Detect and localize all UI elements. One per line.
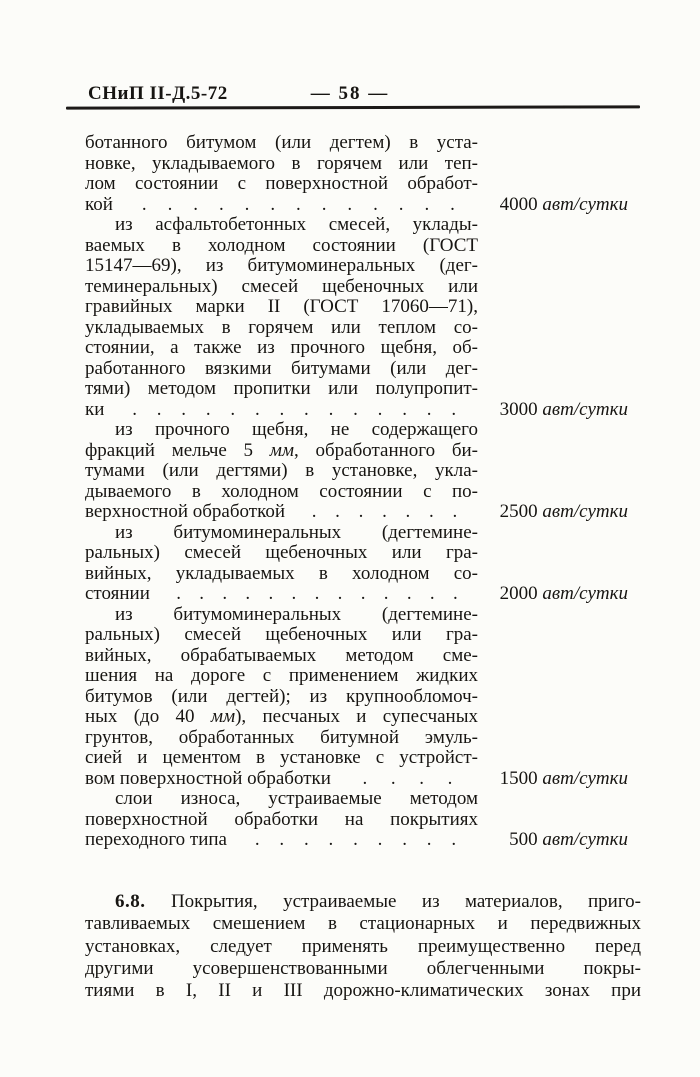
tariff-entry xyxy=(85,789,628,851)
paragraph-line: 6.8. Покрытия, устраиваемые из материалов, приго- xyxy=(115,891,641,912)
traffic-amount: 1500 xyxy=(499,767,538,789)
dot-leader xyxy=(150,584,478,605)
leader-dot: . xyxy=(279,398,285,420)
entry-line: теминеральных) смесей щебеночных или xyxy=(85,275,478,297)
entry-last-line xyxy=(85,769,478,790)
paragraph-line: тавливаемых смешением в стационарных и передвижных xyxy=(85,913,641,935)
dot-leader xyxy=(104,400,478,421)
traffic-unit: авт/сутки xyxy=(542,767,628,789)
tariff-entry xyxy=(85,215,628,420)
leader-dot: . xyxy=(398,193,404,215)
leader-dot: . xyxy=(132,398,137,420)
traffic-value xyxy=(500,400,628,421)
entry-line: ральных) смесей щебеночных или гра- xyxy=(85,542,478,563)
leader-dot: . xyxy=(360,583,366,604)
leader-dot: . xyxy=(245,583,251,604)
leader-dot: . xyxy=(353,829,358,850)
leader-dot: . xyxy=(377,829,383,850)
traffic-unit: авт/сутки xyxy=(542,398,628,420)
entry-last-line xyxy=(85,584,478,605)
leader-dot: . xyxy=(373,193,378,215)
entry-last-text: стоянии xyxy=(85,583,150,604)
entry-line: дываемого в холодном состоянии с по- xyxy=(85,480,478,502)
leader-dot: . xyxy=(291,583,297,604)
paragraph-line: другими усовершенствованными облегченными покры- xyxy=(85,957,641,979)
dot-leader xyxy=(285,502,478,523)
traffic-amount: 4000 xyxy=(499,193,538,215)
traffic-amount: 2000 xyxy=(499,583,538,604)
entry-line: из битумоминеральных (дегтемине- xyxy=(115,603,478,625)
traffic-intensity-list xyxy=(85,133,628,851)
traffic-unit: авт/сутки xyxy=(542,583,628,604)
entry-last-line xyxy=(85,400,478,421)
leader-dot: . xyxy=(303,829,309,850)
leader-dot: . xyxy=(222,583,228,604)
leader-dot: . xyxy=(156,398,162,420)
entry-line: укладываемых в горячем или теплом со- xyxy=(85,316,478,338)
leader-dot: . xyxy=(390,767,396,789)
leader-dot: . xyxy=(244,193,250,215)
leader-dot: . xyxy=(383,583,389,604)
entry-line: ных (до 40 мм), песчаных и супесчаных xyxy=(85,706,478,727)
entry-line: гравийных марки II (ГОСТ 17060—71), xyxy=(85,296,478,317)
leader-dot: . xyxy=(141,193,147,215)
entry-line: поверхностной обработки на покрытиях xyxy=(85,808,478,830)
tariff-entry xyxy=(85,605,628,790)
italic-unit-text: мм xyxy=(210,706,236,727)
entry-line: тумами (или дегтями) в установке, укла- xyxy=(85,460,478,481)
paragraph-number: 6.8. xyxy=(115,891,146,912)
dot-leader xyxy=(331,769,478,790)
traffic-value xyxy=(500,769,628,790)
leader-dot: . xyxy=(314,583,320,604)
dot-leader xyxy=(227,830,478,851)
tariff-entry xyxy=(85,133,628,215)
leader-dot: . xyxy=(296,193,301,215)
leader-dot: . xyxy=(254,398,260,420)
entry-line: ботанного битумом (или дегтем) в уста- xyxy=(85,132,478,153)
paragraph-line: установках, следует применять преимущественно перед xyxy=(85,935,641,957)
header-rule xyxy=(66,105,640,109)
leader-dot: . xyxy=(405,501,411,522)
paragraph-6-8 xyxy=(85,891,641,1002)
traffic-value xyxy=(500,502,628,523)
page-number: — 58 — xyxy=(310,83,390,104)
entry-line: тями) методом пропитки или полупропит- xyxy=(85,378,478,399)
entry-line: ваемых в холодном состоянии (ГОСТ xyxy=(85,234,478,256)
traffic-amount: 2500 xyxy=(499,501,538,522)
entry-line: из прочного щебня, не содержащего xyxy=(115,419,478,440)
tariff-entry xyxy=(85,420,628,523)
leader-dot: . xyxy=(419,767,424,789)
leader-dot: . xyxy=(181,398,187,420)
traffic-value xyxy=(500,584,628,605)
entry-last-text: верхностной обработкой xyxy=(85,501,286,522)
leader-dot: . xyxy=(402,829,407,850)
entry-line: лом состоянии с поверхностной обработ- xyxy=(85,173,478,194)
leader-dot: . xyxy=(205,398,211,420)
leader-dot: . xyxy=(429,583,435,604)
leader-dot: . xyxy=(321,193,327,215)
leader-dot: . xyxy=(279,829,285,850)
leader-dot: . xyxy=(353,398,358,420)
leader-dot: . xyxy=(358,501,364,522)
traffic-value xyxy=(500,195,628,216)
leader-dot: . xyxy=(451,829,457,850)
dot-leader xyxy=(113,195,478,216)
entry-last-line xyxy=(85,830,478,851)
entry-line: битумов (или дегтей); из крупнообломоч- xyxy=(85,685,478,707)
entry-line: грунтов, обработанных битумной эмуль- xyxy=(85,726,478,748)
leader-dot: . xyxy=(328,829,334,850)
leader-dot: . xyxy=(452,583,458,604)
traffic-amount: 500 xyxy=(509,829,538,850)
entry-last-text: переходного типа xyxy=(85,829,227,850)
entry-last-line xyxy=(85,195,478,216)
leader-dot: . xyxy=(377,398,383,420)
entry-line: сией и цементом в установке с устройст- xyxy=(85,747,478,768)
leader-dot: . xyxy=(402,398,407,420)
paragraph-line: тиями в I, II и III дорожно-климатических зонах при xyxy=(85,980,641,1002)
entry-line: вийных, обрабатываемых методом сме- xyxy=(85,644,478,666)
leader-dot: . xyxy=(451,398,457,420)
leader-dot: . xyxy=(230,398,236,420)
entry-line: новке, укладываемого в горячем или теп- xyxy=(85,152,478,174)
traffic-unit: авт/сутки xyxy=(542,829,628,850)
leader-dot: . xyxy=(406,583,412,604)
entry-last-text: кой xyxy=(85,193,113,215)
entry-last-line xyxy=(85,502,478,523)
leader-dot: . xyxy=(328,398,334,420)
traffic-unit: авт/сутки xyxy=(542,193,628,215)
entry-line: 15147—69), из битумоминеральных (дег- xyxy=(85,255,478,276)
leader-dot: . xyxy=(382,501,387,522)
entry-last-text: ки xyxy=(85,398,105,420)
leader-dot: . xyxy=(424,193,430,215)
leader-dot: . xyxy=(270,193,276,215)
leader-dot: . xyxy=(218,193,224,215)
leader-dot: . xyxy=(335,501,340,522)
leader-dot: . xyxy=(176,583,181,604)
leader-dot: . xyxy=(452,501,458,522)
leader-dot: . xyxy=(167,193,173,215)
entry-line: слои износа, устраиваемые методом xyxy=(115,788,478,809)
leader-dot: . xyxy=(254,829,260,850)
leader-dot: . xyxy=(447,767,453,789)
italic-unit-text: мм xyxy=(269,439,295,461)
leader-dot: . xyxy=(347,193,353,215)
leader-dot: . xyxy=(337,583,343,604)
leader-dot: . xyxy=(193,193,198,215)
leader-dot: . xyxy=(199,583,204,604)
leader-dot: . xyxy=(304,398,309,420)
leader-dot: . xyxy=(426,829,432,850)
entry-line: фракций мельче 5 мм, обработанного би- xyxy=(85,439,479,461)
leader-dot: . xyxy=(426,398,432,420)
entry-line: ральных) смесей щебеночных или гра- xyxy=(85,624,478,645)
entry-line: из битумоминеральных (дегтемине- xyxy=(115,521,478,543)
leader-dot: . xyxy=(311,501,317,522)
leader-dot: . xyxy=(362,767,368,789)
tariff-entry xyxy=(85,523,628,605)
doc-code: СНиП II-Д.5-72 xyxy=(88,83,228,104)
traffic-amount: 3000 xyxy=(499,398,538,420)
leader-dot: . xyxy=(268,583,274,604)
page-header xyxy=(0,83,700,105)
leader-dot: . xyxy=(428,501,434,522)
traffic-value xyxy=(509,830,628,851)
leader-dot: . xyxy=(450,193,455,215)
entry-last-text: вом поверхностной обработки xyxy=(85,767,331,789)
traffic-unit: авт/сутки xyxy=(542,501,628,522)
entry-line: стоянии, а также из прочного щебня, об- xyxy=(85,337,478,358)
entry-line: вийных, укладываемых в холодном со- xyxy=(85,562,478,584)
entry-line: из асфальтобетонных смесей, уклады- xyxy=(115,214,478,235)
entry-line: работанного вязкими битумами (или дег- xyxy=(85,357,478,379)
entry-line: шения на дороге с применением жидких xyxy=(85,665,478,686)
